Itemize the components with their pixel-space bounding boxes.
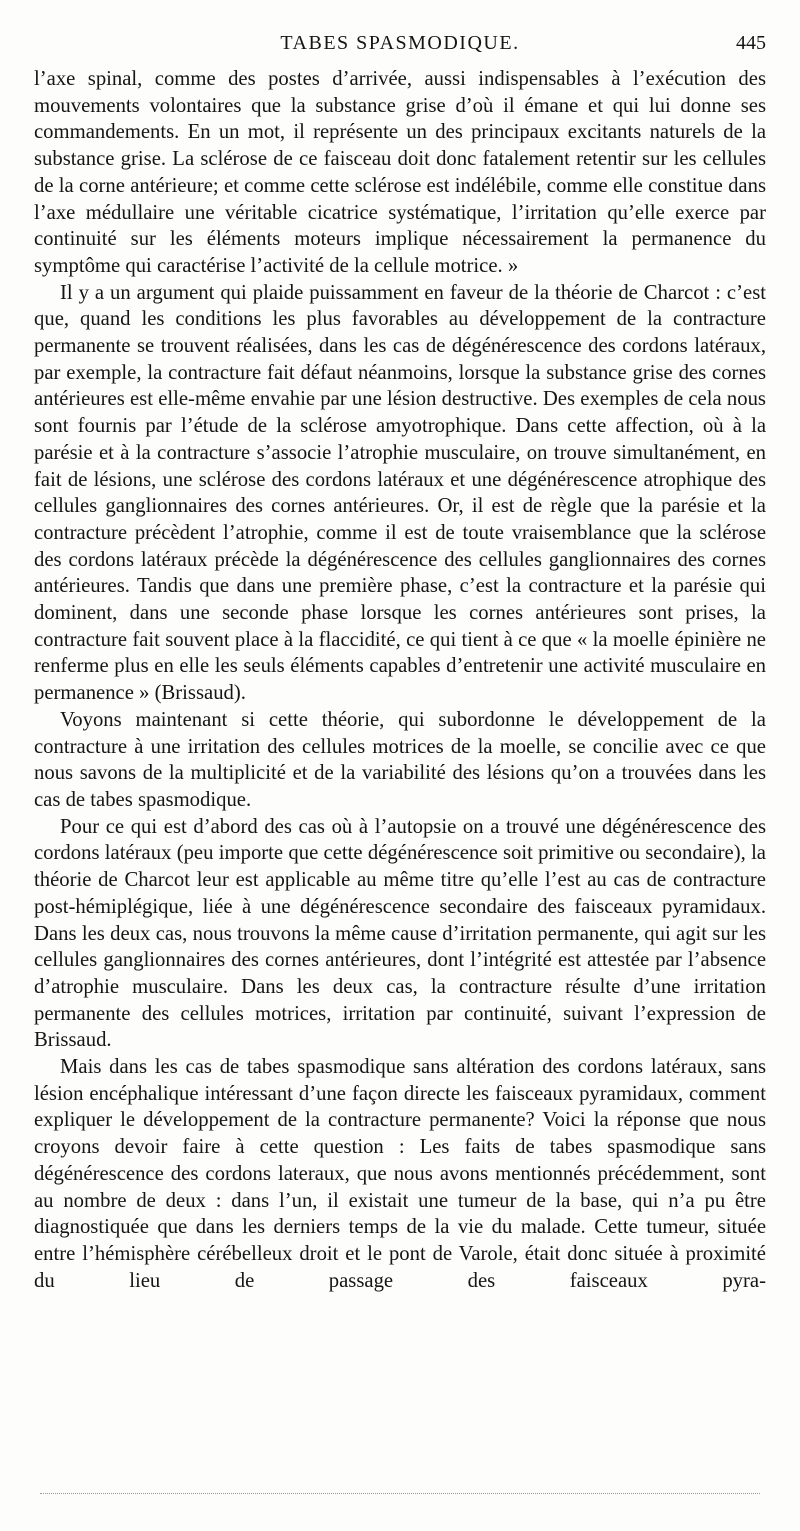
page-header (0, 28, 800, 58)
paragraph-3: Voyons maintenant si cette théorie, qui subordonne le développement de la contracture à une irritation des cellules motrices de la moelle, se concilie avec ce que nous savons de la multiplicité et de la variabilité des lésions qu’on a trouvées dans les cas de tabes spasmodique. (34, 708, 766, 811)
page-number: 445 (736, 32, 766, 54)
running-title: TABES SPASMODIQUE. (280, 32, 520, 54)
paragraph-1: l’axe spinal, comme des postes d’arrivée, aussi indispensables à l’exécution des mouvements volontaires que la substance grise d’où il émane et qui lui donne ses commandements. En un mot, il représente un des principaux excitants naturels de la substance grise. La sclérose de ce faisceau doit donc fatalement retentir sur les cellules de la corne antérieure; et comme cette sclérose est indélébile, comme elle constitue dans l’axe médullaire une véritable cicatrice systématique, l’irritation qu’elle exerce par continuité sur les éléments moteurs implique nécessairement la permanence du symptôme qui caractérise l’activité de la cellule motrice. » (34, 68, 766, 277)
paragraph-2: Il y a un argument qui plaide puissamment en faveur de la théorie de Charcot : c’est que, quand les conditions les plus favorables au développement de la contracture permanente se trouvent réalisées, dans les cas de dégénérescence des cordons latéraux, par exemple, la contracture fait défaut néanmoins, lorsque la substance grise des cornes antérieures est elle-même envahie par une lésion destructive. Des exemples de cela nous sont fournis par l’étude de la sclérose amyotrophique. Dans cette affection, où à la parésie et à la contracture s’associe l’atrophie musculaire, on trouve simultanément, en fait de lésions, une sclérose des cordons latéraux et une dégénérescence atrophique des cellules ganglionnaires des cornes antérieures. Or, il est de règle que la parésie et la contracture précèdent l’atrophie, comme il est de toute vraisemblance que la sclérose des cordons latéraux précède la dégénérescence des cellules ganglionnaires des cornes antérieures. Tandis que dans une première phase, c’est la contracture et la parésie qui dominent, dans une seconde phase lorsque les cornes antérieures sont prises, la contracture fait souvent place à la flaccidité, ce qui tient à ce que « la moelle épinière ne renferme plus en elle les seuls éléments capables d’entretenir une activité musculaire en permanence » (Brissaud). (34, 281, 766, 705)
body-text (34, 66, 766, 1294)
paragraph-5: Mais dans les cas de tabes spasmodique sans altération des cordons latéraux, sans lésion encéphalique intéressant d’une façon directe les faisceaux pyramidaux, comment expliquer le développement de la contracture permanente? Voici la réponse que nous croyons devoir faire à cette question : Les faits de tabes spasmodique sans dégénérescence des cordons lateraux, que nous avons mentionnés précédemment, sont au nombre de deux : dans l’un, il existait une tumeur de la base, qui n’a pu être diagnostiquée que dans les derniers temps de la vie du malade. Cette tumeur, située entre l’hémisphère cérébelleux droit et le pont de Varole, était donc située à proximité du lieu de passage des faisceaux pyra- (34, 1056, 766, 1292)
paragraph-4: Pour ce qui est d’abord des cas où à l’autopsie on a trouvé une dégénérescence des cordons latéraux (peu importe que cette dégénérescence soit primitive ou secondaire), la théorie de Charcot leur est applicable au même titre qu’elle l’est au cas de contracture post-hémiplégique, liée à une dégénérescence secondaire des faisceaux pyramidaux. Dans les deux cas, nous trouvons la même cause d’irritation permanente, qui agit sur les cellules ganglionnaires des cornes antérieures, dont l’intégrité est attestée par l’absence d’atrophie musculaire. Dans les deux cas, la contracture résulte d’une irritation permanente des cellules motrices, irritation par continuité, suivant l’expression de Brissaud. (34, 815, 766, 1052)
footer-rule (40, 1493, 760, 1494)
